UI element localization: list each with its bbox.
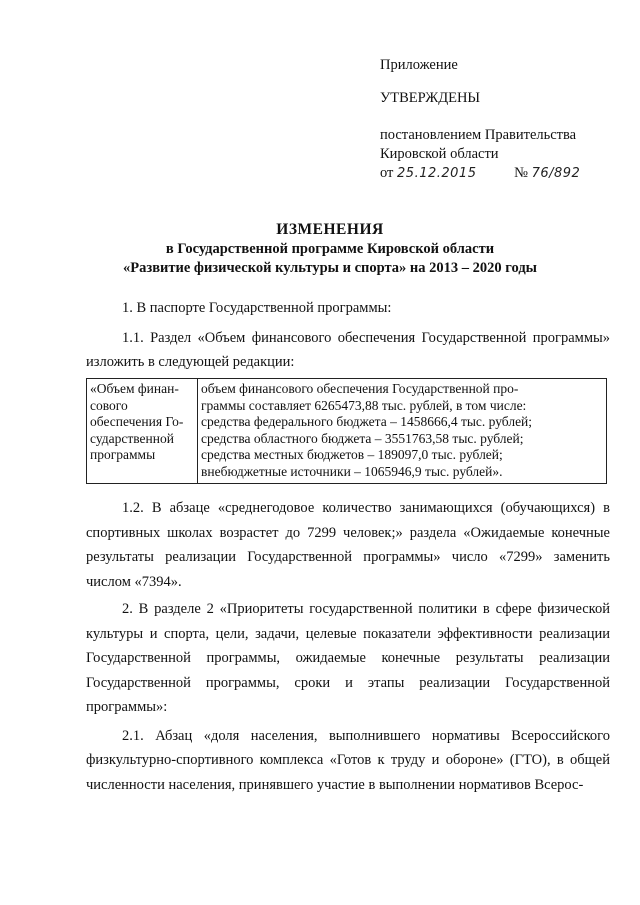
approval-block	[380, 56, 580, 183]
approved-label: УТВЕРЖДЕНЫ	[380, 90, 481, 106]
cell-line: программы	[90, 447, 156, 462]
cell-line: средства местных бюджетов – 189097,0 тыс. рублей;	[201, 447, 503, 462]
title-line-3: «Развитие физической культуры и спорта» на 2013 – 2020 годы	[123, 260, 537, 276]
title-main: ИЗМЕНЕНИЯ	[276, 221, 384, 238]
section-1-2-text: 1.2. В абзаце «среднегодовое количество занимающихся (обучающихся) в спортивных школах возрастет до 7299 человек;» раздела «Ожидаемые конечные результаты реализации Государственной программы» число «7299» заменить числом «7394».	[86, 500, 610, 590]
section-1-2-block	[86, 496, 610, 594]
cell-line: объем финансового обеспечения Государственной про-	[201, 381, 519, 396]
table-row	[87, 379, 607, 484]
cell-line: средства областного бюджета – 3551763,58 тыс. рублей;	[201, 430, 524, 446]
handwritten-number: 76/892	[531, 166, 581, 181]
section-1-1-text: 1.1. Раздел «Объем финансового обеспечения Государственной программы» изложить в следующей редакции:	[86, 329, 610, 370]
financing-table	[86, 378, 607, 484]
section-1-heading: 1. В паспорте Государственной программы:	[122, 300, 392, 316]
document-title	[60, 220, 600, 278]
cell-line: «Объем финан-	[90, 381, 179, 396]
section-2-block	[86, 597, 610, 797]
appendix-label: Приложение	[380, 57, 458, 73]
from-label: от	[380, 165, 394, 181]
table-cell-value	[198, 379, 607, 484]
table-cell-label	[87, 379, 198, 484]
title-line-2: в Государственной программе Кировской области	[165, 241, 495, 257]
handwritten-date: 25.12.2015	[397, 166, 477, 181]
cell-line: средства федерального бюджета – 1458666,4 тыс. рублей;	[201, 414, 533, 429]
date-number-line	[380, 164, 580, 183]
cell-line: сового	[90, 397, 128, 413]
cell-line: сударственной	[90, 430, 174, 446]
section-1-block	[86, 296, 610, 375]
cell-line: обеспечения Го-	[90, 414, 184, 429]
resolution-line: постановлением Правительства	[380, 127, 577, 143]
region-line: Кировской области	[380, 146, 499, 162]
section-2-text: 2. В разделе 2 «Приоритеты государственной политики в сфере физической культуры и спорта, цели, задачи, целевые показатели эффективности реализации Государственной программы, ожидаемые конечные результаты реализации Государственной программы, сроки и этапы реализации Государственной программы»:	[86, 601, 610, 715]
section-2-1-text: 2.1. Абзац «доля населения, выполнившего нормативы Всероссийского физкультурно-спортивного комплекса «Готов к труду и обороне» (ГТО), в общей численности населения, принявшего участие в выполнении нормативов Всерос-	[86, 727, 610, 793]
number-label: №	[514, 165, 528, 181]
cell-line: граммы составляет 6265473,88 тыс. рублей, в том числе:	[201, 397, 527, 413]
cell-line: внебюджетные источники – 1065946,9 тыс. рублей».	[201, 463, 503, 479]
